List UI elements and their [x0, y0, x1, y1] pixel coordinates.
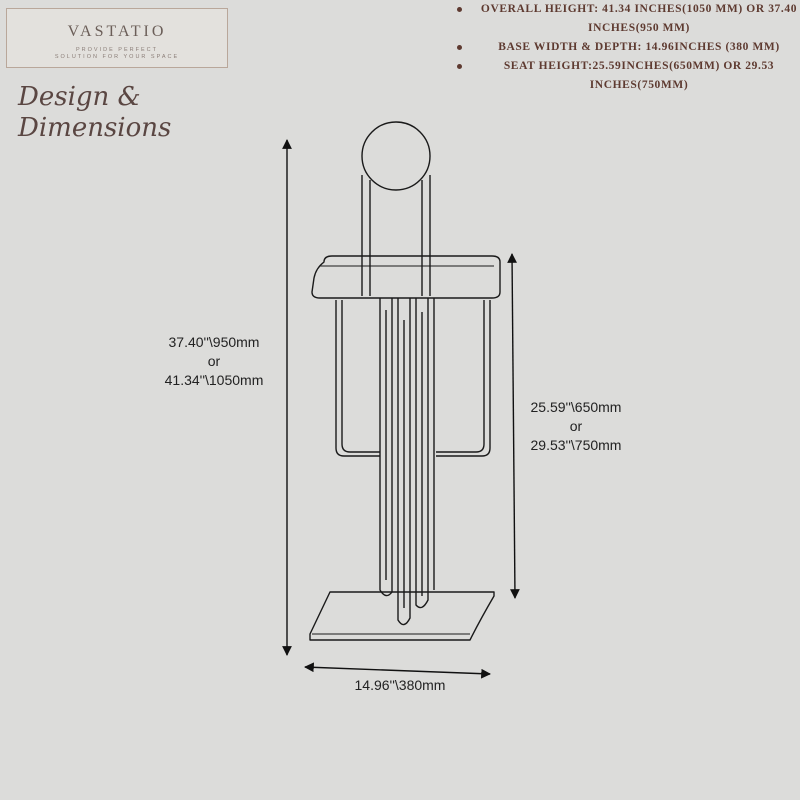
title-line1: Design & — [18, 82, 141, 112]
base-width-label: 14.96''\380mm — [354, 677, 446, 693]
spec-item-overall-height: OVERALL HEIGHT: 41.34 INCHES(1050 MM) OR 37.40 INCHES(950 MM) — [452, 0, 798, 38]
title-line2: Dimensions — [18, 113, 172, 143]
backrest-frame — [362, 175, 430, 296]
seat-height-or: or — [569, 418, 583, 434]
brand-tagline-line1: PROVIDE PERFECT — [76, 47, 158, 53]
overall-height-line3: 41.34''\1050mm — [164, 372, 264, 388]
base-plate — [310, 592, 494, 640]
stool-outline — [310, 122, 500, 640]
seat-cushion — [312, 256, 500, 298]
seat-height-label — [512, 398, 640, 455]
pillar — [380, 298, 434, 625]
seat-height-line3: 29.53''\750mm — [530, 437, 622, 453]
overall-height-or: or — [207, 353, 221, 369]
spec-item-seat-height: SEAT HEIGHT:25.59INCHES(650MM) OR 29.53 INCHES(750MM) — [452, 57, 798, 95]
spec-item-base-size: BASE WIDTH & DEPTH: 14.96INCHES (380 MM) — [452, 38, 798, 57]
base-width-arrow — [305, 667, 490, 674]
brand-tagline-line2: SOLUTION FOR YOUR SPACE — [54, 54, 180, 60]
backrest-ball — [362, 122, 430, 190]
overall-height-label — [150, 333, 278, 390]
brand-name: VASTATIO — [67, 23, 167, 40]
overall-height-line1: 37.40''\950mm — [168, 334, 260, 350]
footrest-frame — [336, 300, 380, 456]
seat-height-line1: 25.59''\650mm — [530, 399, 622, 415]
